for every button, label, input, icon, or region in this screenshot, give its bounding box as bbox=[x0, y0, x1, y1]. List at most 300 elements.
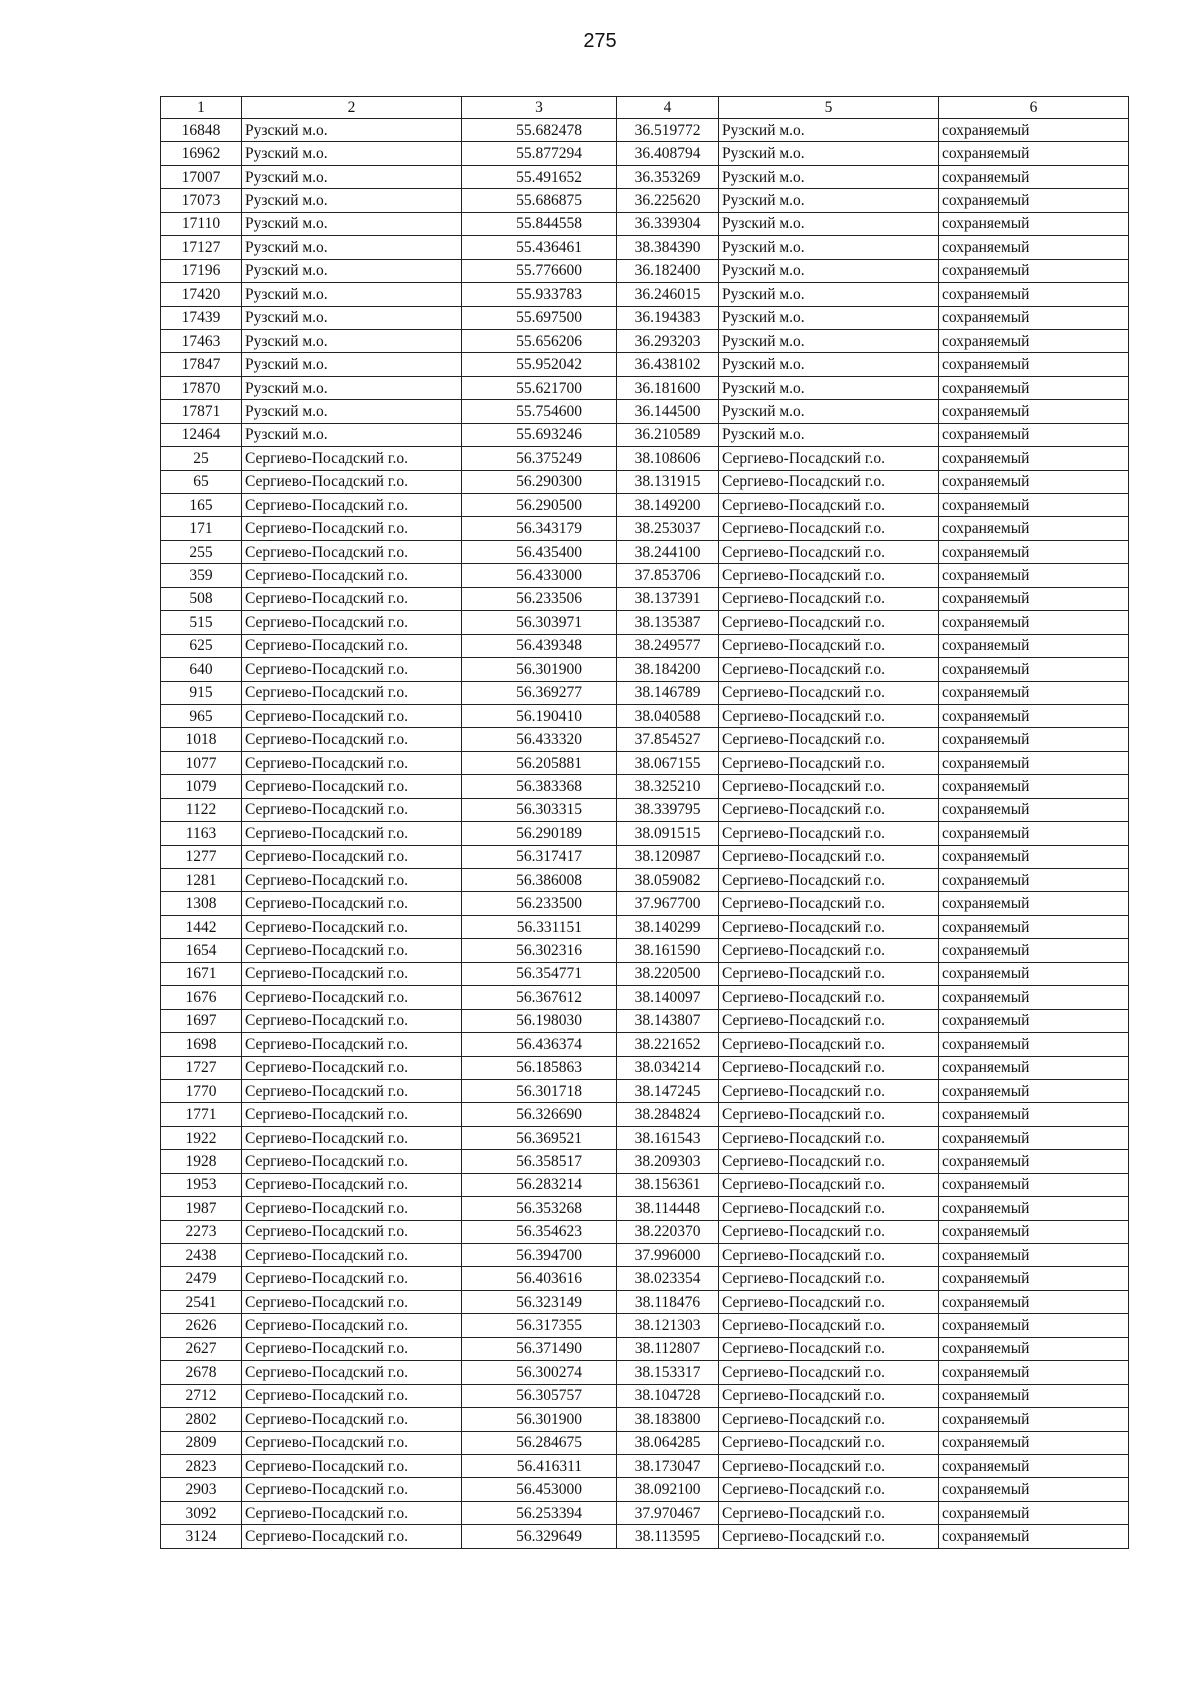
cell-municipality: Сергиево-Посадский г.о. bbox=[242, 564, 462, 587]
cell-latitude: 56.436374 bbox=[462, 1033, 617, 1056]
table-row bbox=[161, 189, 1129, 212]
table-row bbox=[161, 212, 1129, 235]
cell-longitude: 38.023354 bbox=[617, 1267, 719, 1290]
cell-id: 2823 bbox=[161, 1454, 242, 1477]
cell-district: Сергиево-Посадский г.о. bbox=[719, 892, 939, 915]
table-row bbox=[161, 611, 1129, 634]
table-row bbox=[161, 869, 1129, 892]
cell-id: 1928 bbox=[161, 1150, 242, 1173]
column-header: 5 bbox=[719, 97, 939, 119]
column-header: 1 bbox=[161, 97, 242, 119]
cell-id: 1281 bbox=[161, 869, 242, 892]
cell-municipality: Рузский м.о. bbox=[242, 283, 462, 306]
table-row bbox=[161, 1056, 1129, 1079]
cell-latitude: 56.453000 bbox=[462, 1478, 617, 1501]
cell-district: Сергиево-Посадский г.о. bbox=[719, 1478, 939, 1501]
cell-status: сохраняемый bbox=[939, 1220, 1129, 1243]
table-row bbox=[161, 517, 1129, 540]
column-header: 6 bbox=[939, 97, 1129, 119]
cell-district: Сергиево-Посадский г.о. bbox=[719, 728, 939, 751]
cell-municipality: Сергиево-Посадский г.о. bbox=[242, 869, 462, 892]
table-row bbox=[161, 470, 1129, 493]
table-row bbox=[161, 1431, 1129, 1454]
cell-longitude: 37.970467 bbox=[617, 1501, 719, 1524]
cell-latitude: 56.185863 bbox=[462, 1056, 617, 1079]
cell-longitude: 38.131915 bbox=[617, 470, 719, 493]
cell-district: Сергиево-Посадский г.о. bbox=[719, 915, 939, 938]
cell-municipality: Рузский м.о. bbox=[242, 329, 462, 352]
cell-district: Сергиево-Посадский г.о. bbox=[719, 1525, 939, 1548]
cell-id: 1018 bbox=[161, 728, 242, 751]
cell-longitude: 36.408794 bbox=[617, 142, 719, 165]
cell-longitude: 38.040588 bbox=[617, 704, 719, 727]
cell-district: Сергиево-Посадский г.о. bbox=[719, 1009, 939, 1032]
cell-district: Рузский м.о. bbox=[719, 236, 939, 259]
table-row bbox=[161, 165, 1129, 188]
cell-municipality: Сергиево-Посадский г.о. bbox=[242, 540, 462, 563]
cell-district: Рузский м.о. bbox=[719, 400, 939, 423]
cell-municipality: Рузский м.о. bbox=[242, 423, 462, 446]
cell-status: сохраняемый bbox=[939, 353, 1129, 376]
cell-longitude: 38.339795 bbox=[617, 798, 719, 821]
cell-municipality: Сергиево-Посадский г.о. bbox=[242, 1525, 462, 1548]
table-row bbox=[161, 376, 1129, 399]
cell-latitude: 55.436461 bbox=[462, 236, 617, 259]
cell-latitude: 56.343179 bbox=[462, 517, 617, 540]
cell-id: 17870 bbox=[161, 376, 242, 399]
cell-municipality: Сергиево-Посадский г.о. bbox=[242, 1337, 462, 1360]
cell-status: сохраняемый bbox=[939, 1126, 1129, 1149]
cell-id: 17127 bbox=[161, 236, 242, 259]
table-row bbox=[161, 1290, 1129, 1313]
cell-id: 1122 bbox=[161, 798, 242, 821]
cell-longitude: 36.438102 bbox=[617, 353, 719, 376]
cell-longitude: 38.220370 bbox=[617, 1220, 719, 1243]
cell-latitude: 55.693246 bbox=[462, 423, 617, 446]
cell-longitude: 37.854527 bbox=[617, 728, 719, 751]
cell-status: сохраняемый bbox=[939, 1361, 1129, 1384]
cell-district: Сергиево-Посадский г.о. bbox=[719, 658, 939, 681]
cell-district: Сергиево-Посадский г.о. bbox=[719, 939, 939, 962]
cell-longitude: 38.137391 bbox=[617, 587, 719, 610]
cell-id: 17463 bbox=[161, 329, 242, 352]
table-row bbox=[161, 1478, 1129, 1501]
cell-longitude: 38.284824 bbox=[617, 1103, 719, 1126]
table-row bbox=[161, 119, 1129, 142]
table-row bbox=[161, 1408, 1129, 1431]
cell-municipality: Сергиево-Посадский г.о. bbox=[242, 681, 462, 704]
cell-district: Сергиево-Посадский г.о. bbox=[719, 751, 939, 774]
cell-latitude: 56.233500 bbox=[462, 892, 617, 915]
table-row bbox=[161, 1454, 1129, 1477]
cell-latitude: 56.433320 bbox=[462, 728, 617, 751]
cell-district: Сергиево-Посадский г.о. bbox=[719, 1501, 939, 1524]
cell-district: Сергиево-Посадский г.о. bbox=[719, 869, 939, 892]
cell-municipality: Сергиево-Посадский г.о. bbox=[242, 1267, 462, 1290]
cell-id: 17439 bbox=[161, 306, 242, 329]
cell-status: сохраняемый bbox=[939, 423, 1129, 446]
table-row bbox=[161, 142, 1129, 165]
cell-latitude: 55.933783 bbox=[462, 283, 617, 306]
cell-id: 255 bbox=[161, 540, 242, 563]
cell-status: сохраняемый bbox=[939, 376, 1129, 399]
cell-status: сохраняемый bbox=[939, 259, 1129, 282]
table-row bbox=[161, 1361, 1129, 1384]
cell-municipality: Сергиево-Посадский г.о. bbox=[242, 892, 462, 915]
cell-longitude: 36.194383 bbox=[617, 306, 719, 329]
cell-district: Сергиево-Посадский г.о. bbox=[719, 986, 939, 1009]
cell-longitude: 38.140299 bbox=[617, 915, 719, 938]
cell-latitude: 56.369277 bbox=[462, 681, 617, 704]
cell-municipality: Сергиево-Посадский г.о. bbox=[242, 1220, 462, 1243]
cell-district: Рузский м.о. bbox=[719, 165, 939, 188]
cell-district: Рузский м.о. bbox=[719, 283, 939, 306]
cell-id: 17196 bbox=[161, 259, 242, 282]
cell-district: Сергиево-Посадский г.о. bbox=[719, 1408, 939, 1431]
cell-district: Сергиево-Посадский г.о. bbox=[719, 1173, 939, 1196]
cell-status: сохраняемый bbox=[939, 564, 1129, 587]
cell-municipality: Сергиево-Посадский г.о. bbox=[242, 1384, 462, 1407]
cell-id: 915 bbox=[161, 681, 242, 704]
cell-id: 1953 bbox=[161, 1173, 242, 1196]
cell-municipality: Сергиево-Посадский г.о. bbox=[242, 611, 462, 634]
cell-longitude: 36.353269 bbox=[617, 165, 719, 188]
cell-id: 1277 bbox=[161, 845, 242, 868]
cell-municipality: Сергиево-Посадский г.о. bbox=[242, 494, 462, 517]
cell-id: 12464 bbox=[161, 423, 242, 446]
cell-district: Рузский м.о. bbox=[719, 376, 939, 399]
cell-municipality: Сергиево-Посадский г.о. bbox=[242, 1314, 462, 1337]
cell-longitude: 36.519772 bbox=[617, 119, 719, 142]
cell-municipality: Рузский м.о. bbox=[242, 353, 462, 376]
cell-latitude: 56.354771 bbox=[462, 962, 617, 985]
cell-municipality: Сергиево-Посадский г.о. bbox=[242, 447, 462, 470]
cell-longitude: 38.244100 bbox=[617, 540, 719, 563]
table-row bbox=[161, 1126, 1129, 1149]
table-row bbox=[161, 540, 1129, 563]
cell-status: сохраняемый bbox=[939, 517, 1129, 540]
cell-latitude: 56.326690 bbox=[462, 1103, 617, 1126]
table-row bbox=[161, 259, 1129, 282]
cell-latitude: 56.394700 bbox=[462, 1244, 617, 1267]
cell-district: Сергиево-Посадский г.о. bbox=[719, 798, 939, 821]
table-row bbox=[161, 494, 1129, 517]
cell-longitude: 36.246015 bbox=[617, 283, 719, 306]
cell-latitude: 56.354623 bbox=[462, 1220, 617, 1243]
cell-latitude: 56.416311 bbox=[462, 1454, 617, 1477]
cell-status: сохраняемый bbox=[939, 939, 1129, 962]
cell-id: 17007 bbox=[161, 165, 242, 188]
cell-id: 2903 bbox=[161, 1478, 242, 1501]
cell-longitude: 38.153317 bbox=[617, 1361, 719, 1384]
cell-district: Сергиево-Посадский г.о. bbox=[719, 470, 939, 493]
cell-id: 17871 bbox=[161, 400, 242, 423]
cell-id: 1922 bbox=[161, 1126, 242, 1149]
cell-longitude: 38.113595 bbox=[617, 1525, 719, 1548]
cell-longitude: 38.184200 bbox=[617, 658, 719, 681]
cell-status: сохраняемый bbox=[939, 1525, 1129, 1548]
table-row bbox=[161, 704, 1129, 727]
table-row bbox=[161, 892, 1129, 915]
table-row bbox=[161, 658, 1129, 681]
cell-longitude: 38.114448 bbox=[617, 1197, 719, 1220]
table-row bbox=[161, 1150, 1129, 1173]
cell-id: 1079 bbox=[161, 775, 242, 798]
table-row bbox=[161, 306, 1129, 329]
cell-longitude: 38.118476 bbox=[617, 1290, 719, 1313]
cell-longitude: 38.161543 bbox=[617, 1126, 719, 1149]
cell-longitude: 36.144500 bbox=[617, 400, 719, 423]
cell-municipality: Сергиево-Посадский г.о. bbox=[242, 1173, 462, 1196]
cell-status: сохраняемый bbox=[939, 400, 1129, 423]
cell-status: сохраняемый bbox=[939, 1056, 1129, 1079]
cell-latitude: 56.198030 bbox=[462, 1009, 617, 1032]
table-row bbox=[161, 681, 1129, 704]
cell-longitude: 36.293203 bbox=[617, 329, 719, 352]
cell-longitude: 38.135387 bbox=[617, 611, 719, 634]
cell-longitude: 38.091515 bbox=[617, 822, 719, 845]
cell-latitude: 56.375249 bbox=[462, 447, 617, 470]
cell-longitude: 38.173047 bbox=[617, 1454, 719, 1477]
cell-latitude: 55.682478 bbox=[462, 119, 617, 142]
cell-id: 2678 bbox=[161, 1361, 242, 1384]
cell-id: 2479 bbox=[161, 1267, 242, 1290]
cell-municipality: Сергиево-Посадский г.о. bbox=[242, 962, 462, 985]
cell-district: Сергиево-Посадский г.о. bbox=[719, 1290, 939, 1313]
cell-id: 17420 bbox=[161, 283, 242, 306]
cell-longitude: 38.104728 bbox=[617, 1384, 719, 1407]
cell-status: сохраняемый bbox=[939, 1103, 1129, 1126]
cell-latitude: 56.435400 bbox=[462, 540, 617, 563]
cell-municipality: Рузский м.о. bbox=[242, 236, 462, 259]
cell-id: 2627 bbox=[161, 1337, 242, 1360]
table-row bbox=[161, 1267, 1129, 1290]
cell-latitude: 56.331151 bbox=[462, 915, 617, 938]
cell-district: Сергиево-Посадский г.о. bbox=[719, 587, 939, 610]
cell-district: Рузский м.о. bbox=[719, 142, 939, 165]
cell-status: сохраняемый bbox=[939, 1314, 1129, 1337]
table-row bbox=[161, 728, 1129, 751]
cell-municipality: Сергиево-Посадский г.о. bbox=[242, 751, 462, 774]
table-row bbox=[161, 1197, 1129, 1220]
table-row bbox=[161, 423, 1129, 446]
cell-longitude: 38.112807 bbox=[617, 1337, 719, 1360]
cell-municipality: Сергиево-Посадский г.о. bbox=[242, 845, 462, 868]
cell-id: 3092 bbox=[161, 1501, 242, 1524]
cell-status: сохраняемый bbox=[939, 704, 1129, 727]
cell-longitude: 38.067155 bbox=[617, 751, 719, 774]
cell-municipality: Сергиево-Посадский г.о. bbox=[242, 728, 462, 751]
cell-municipality: Сергиево-Посадский г.о. bbox=[242, 1431, 462, 1454]
table-row bbox=[161, 798, 1129, 821]
cell-district: Сергиево-Посадский г.о. bbox=[719, 611, 939, 634]
cell-id: 16962 bbox=[161, 142, 242, 165]
cell-district: Сергиево-Посадский г.о. bbox=[719, 962, 939, 985]
cell-id: 1770 bbox=[161, 1079, 242, 1102]
cell-longitude: 38.121303 bbox=[617, 1314, 719, 1337]
cell-latitude: 56.305757 bbox=[462, 1384, 617, 1407]
cell-municipality: Сергиево-Посадский г.о. bbox=[242, 704, 462, 727]
cell-id: 2626 bbox=[161, 1314, 242, 1337]
page-number: 275 bbox=[583, 30, 617, 52]
cell-status: сохраняемый bbox=[939, 540, 1129, 563]
cell-status: сохраняемый bbox=[939, 165, 1129, 188]
cell-longitude: 38.149200 bbox=[617, 494, 719, 517]
cell-district: Сергиево-Посадский г.о. bbox=[719, 775, 939, 798]
cell-status: сохраняемый bbox=[939, 1267, 1129, 1290]
cell-latitude: 55.656206 bbox=[462, 329, 617, 352]
cell-id: 17847 bbox=[161, 353, 242, 376]
cell-status: сохраняемый bbox=[939, 1197, 1129, 1220]
cell-id: 1676 bbox=[161, 986, 242, 1009]
cell-latitude: 56.253394 bbox=[462, 1501, 617, 1524]
cell-id: 508 bbox=[161, 587, 242, 610]
table-row bbox=[161, 564, 1129, 587]
cell-latitude: 55.844558 bbox=[462, 212, 617, 235]
cell-status: сохраняемый bbox=[939, 1033, 1129, 1056]
cell-longitude: 38.253037 bbox=[617, 517, 719, 540]
cell-longitude: 38.120987 bbox=[617, 845, 719, 868]
cell-status: сохраняемый bbox=[939, 189, 1129, 212]
cell-district: Сергиево-Посадский г.о. bbox=[719, 1454, 939, 1477]
cell-id: 2541 bbox=[161, 1290, 242, 1313]
cell-district: Рузский м.о. bbox=[719, 353, 939, 376]
cell-latitude: 56.367612 bbox=[462, 986, 617, 1009]
table-row bbox=[161, 1337, 1129, 1360]
cell-district: Сергиево-Посадский г.о. bbox=[719, 564, 939, 587]
cell-id: 359 bbox=[161, 564, 242, 587]
cell-longitude: 38.143807 bbox=[617, 1009, 719, 1032]
cell-municipality: Рузский м.о. bbox=[242, 306, 462, 329]
cell-municipality: Сергиево-Посадский г.о. bbox=[242, 1454, 462, 1477]
cell-district: Сергиево-Посадский г.о. bbox=[719, 1431, 939, 1454]
cell-municipality: Сергиево-Посадский г.о. bbox=[242, 1150, 462, 1173]
cell-id: 65 bbox=[161, 470, 242, 493]
cell-status: сохраняемый bbox=[939, 1431, 1129, 1454]
table-row bbox=[161, 1244, 1129, 1267]
cell-status: сохраняемый bbox=[939, 634, 1129, 657]
cell-longitude: 38.183800 bbox=[617, 1408, 719, 1431]
cell-status: сохраняемый bbox=[939, 212, 1129, 235]
table-row bbox=[161, 845, 1129, 868]
cell-municipality: Рузский м.о. bbox=[242, 165, 462, 188]
cell-longitude: 36.181600 bbox=[617, 376, 719, 399]
cell-latitude: 56.301900 bbox=[462, 1408, 617, 1431]
cell-municipality: Сергиево-Посадский г.о. bbox=[242, 634, 462, 657]
cell-latitude: 56.358517 bbox=[462, 1150, 617, 1173]
cell-status: сохраняемый bbox=[939, 798, 1129, 821]
cell-municipality: Сергиево-Посадский г.о. bbox=[242, 915, 462, 938]
cell-district: Сергиево-Посадский г.о. bbox=[719, 1220, 939, 1243]
table-row bbox=[161, 775, 1129, 798]
cell-status: сохраняемый bbox=[939, 1478, 1129, 1501]
cell-municipality: Сергиево-Посадский г.о. bbox=[242, 1501, 462, 1524]
cell-latitude: 56.233506 bbox=[462, 587, 617, 610]
cell-district: Сергиево-Посадский г.о. bbox=[719, 494, 939, 517]
cell-district: Рузский м.о. bbox=[719, 329, 939, 352]
cell-district: Сергиево-Посадский г.о. bbox=[719, 517, 939, 540]
cell-status: сохраняемый bbox=[939, 142, 1129, 165]
table-row bbox=[161, 1009, 1129, 1032]
cell-district: Рузский м.о. bbox=[719, 259, 939, 282]
cell-latitude: 56.301718 bbox=[462, 1079, 617, 1102]
cell-district: Сергиево-Посадский г.о. bbox=[719, 1056, 939, 1079]
cell-district: Сергиево-Посадский г.о. bbox=[719, 1197, 939, 1220]
cell-municipality: Рузский м.о. bbox=[242, 259, 462, 282]
cell-longitude: 36.182400 bbox=[617, 259, 719, 282]
cell-id: 1654 bbox=[161, 939, 242, 962]
cell-municipality: Сергиево-Посадский г.о. bbox=[242, 1103, 462, 1126]
cell-district: Сергиево-Посадский г.о. bbox=[719, 1079, 939, 1102]
cell-longitude: 38.156361 bbox=[617, 1173, 719, 1196]
table-row bbox=[161, 447, 1129, 470]
cell-id: 1163 bbox=[161, 822, 242, 845]
cell-municipality: Сергиево-Посадский г.о. bbox=[242, 1408, 462, 1431]
cell-status: сохраняемый bbox=[939, 1384, 1129, 1407]
cell-latitude: 56.371490 bbox=[462, 1337, 617, 1360]
cell-latitude: 56.317417 bbox=[462, 845, 617, 868]
cell-longitude: 37.967700 bbox=[617, 892, 719, 915]
cell-status: сохраняемый bbox=[939, 470, 1129, 493]
cell-status: сохраняемый bbox=[939, 681, 1129, 704]
cell-latitude: 56.284675 bbox=[462, 1431, 617, 1454]
cell-status: сохраняемый bbox=[939, 611, 1129, 634]
cell-district: Сергиево-Посадский г.о. bbox=[719, 1337, 939, 1360]
cell-latitude: 56.383368 bbox=[462, 775, 617, 798]
column-header: 3 bbox=[462, 97, 617, 119]
cell-status: сохраняемый bbox=[939, 1244, 1129, 1267]
cell-municipality: Сергиево-Посадский г.о. bbox=[242, 1478, 462, 1501]
data-table bbox=[160, 96, 1129, 1549]
cell-status: сохраняемый bbox=[939, 306, 1129, 329]
cell-status: сохраняемый bbox=[939, 236, 1129, 259]
cell-id: 16848 bbox=[161, 119, 242, 142]
cell-municipality: Сергиево-Посадский г.о. bbox=[242, 986, 462, 1009]
cell-latitude: 56.303971 bbox=[462, 611, 617, 634]
column-header: 2 bbox=[242, 97, 462, 119]
cell-longitude: 38.384390 bbox=[617, 236, 719, 259]
cell-latitude: 56.190410 bbox=[462, 704, 617, 727]
cell-district: Рузский м.о. bbox=[719, 212, 939, 235]
cell-district: Рузский м.о. bbox=[719, 119, 939, 142]
cell-id: 3124 bbox=[161, 1525, 242, 1548]
cell-status: сохраняемый bbox=[939, 119, 1129, 142]
table-row bbox=[161, 283, 1129, 306]
table-row bbox=[161, 1525, 1129, 1548]
cell-id: 1987 bbox=[161, 1197, 242, 1220]
cell-district: Рузский м.о. bbox=[719, 189, 939, 212]
table-row bbox=[161, 400, 1129, 423]
cell-status: сохраняемый bbox=[939, 658, 1129, 681]
cell-district: Сергиево-Посадский г.о. bbox=[719, 681, 939, 704]
cell-id: 2809 bbox=[161, 1431, 242, 1454]
cell-latitude: 55.754600 bbox=[462, 400, 617, 423]
cell-district: Сергиево-Посадский г.о. bbox=[719, 1361, 939, 1384]
table-row bbox=[161, 1173, 1129, 1196]
cell-district: Сергиево-Посадский г.о. bbox=[719, 822, 939, 845]
cell-status: сохраняемый bbox=[939, 1009, 1129, 1032]
cell-district: Рузский м.о. bbox=[719, 306, 939, 329]
cell-municipality: Рузский м.о. bbox=[242, 119, 462, 142]
table-row bbox=[161, 1384, 1129, 1407]
cell-status: сохраняемый bbox=[939, 869, 1129, 892]
table-row bbox=[161, 1501, 1129, 1524]
cell-district: Сергиево-Посадский г.о. bbox=[719, 1103, 939, 1126]
cell-latitude: 55.877294 bbox=[462, 142, 617, 165]
cell-longitude: 38.064285 bbox=[617, 1431, 719, 1454]
cell-latitude: 55.952042 bbox=[462, 353, 617, 376]
cell-latitude: 56.290189 bbox=[462, 822, 617, 845]
